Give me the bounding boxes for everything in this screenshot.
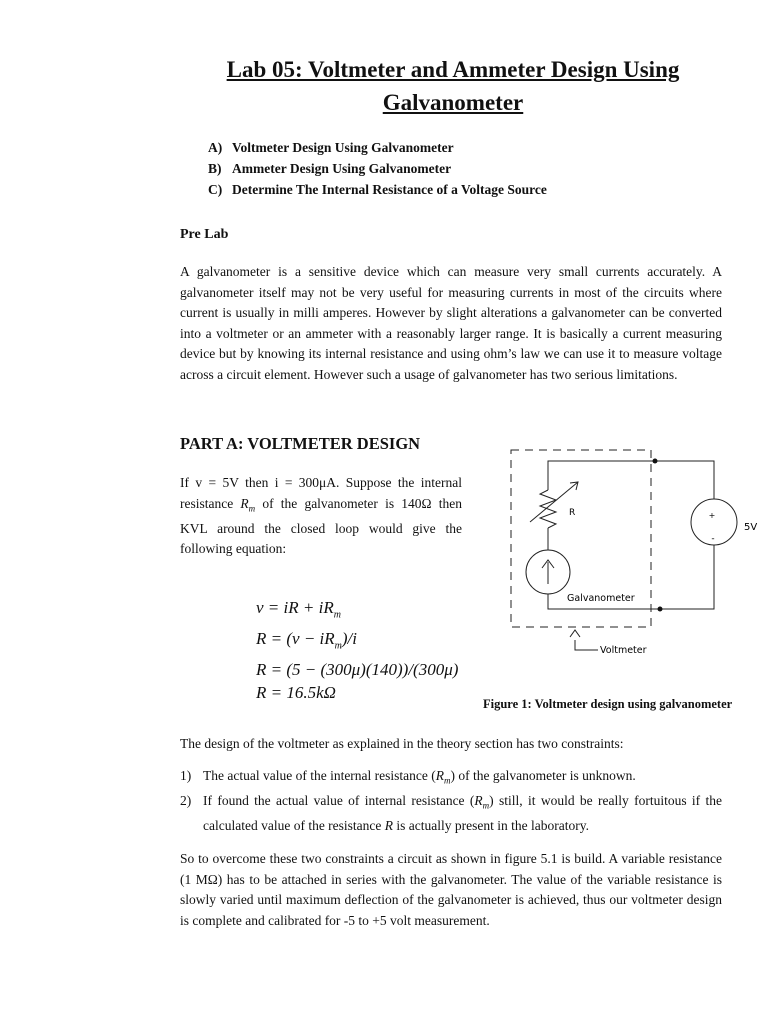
constraints-intro: The design of the voltmeter as explained in the theory section has two constraints: [180,736,624,751]
constraints-list [180,766,722,837]
equation-line: $R = (v - iR_m)/i$ [256,628,357,652]
resistor-symbol [540,490,556,528]
svg-text:-: - [711,534,715,544]
prelab-paragraph: A galvanometer is a sensitive device which can measure very small currents accurately. A galvanometer itself may not be very useful for measuring currents in most of the circuits where current is usually in milli amperes. However by slight alterations a galvanometer can be converted into a voltmeter or an ammeter with a reasonably larger range. It is basically a current measuring device but by knowing its internal resistance and using ohm’s law we can use it to measure voltage across a circuit element. However such a usage of galvanometer has two serious limitations. [180,264,722,382]
galvanometer-label: Galvanometer [567,593,635,604]
figure-caption: Figure 1: Voltmeter design using galvanometer [483,697,733,711]
objective-item: A) Voltmeter Design Using Galvanometer [208,140,454,155]
equation-line: R = 16.5kΩ [256,683,336,703]
part-a-heading: PART A: VOLTMETER DESIGN [180,434,421,453]
svg-text:+: + [708,511,716,520]
voltmeter-pointer [575,640,598,650]
wire [548,461,655,490]
voltmeter-label: Voltmeter [600,645,647,656]
part-a-intro: If v = 5V then i = 300μA. Suppose the internal resistance $R_m$ of the galvanometer is 140Ω then KVL around the closed loop would give the following equation: [180,475,462,557]
closing-paragraph: So to overcome these two constraints a circuit as shown in figure 5.1 is build. A variable resistance (1 MΩ) has to be attached in series with the galvanometer. The value of the variable resistance is slowly varied until maximum deflection of the galvanometer is achieved, thus our voltmeter design is complete and calibrated for -5 to +5 volt measurement. [180,851,722,928]
source-voltage-label: 5V [744,522,758,533]
constraint-item: 2) If found the actual value of internal resistance $(R_m)$ still, it would be really fortuitous if the calculated value of the resistance R is actually present in the laboratory. [180,793,723,834]
page-title: Lab 05: Voltmeter and Ammeter Design Using Galvanometer [226,57,680,115]
objective-item: B) Ammeter Design Using Galvanometer [208,161,452,176]
constraint-item: 1) The actual value of the internal resistance $(R_m)$ of the galvanometer is unknown. [180,768,636,786]
wire [655,461,714,499]
equation-line: R = (5 − (300μ)(140))/(300μ) [256,659,459,679]
equation-line: v = iR + $iR_m$ [256,598,341,621]
prelab-heading: Pre Lab [180,227,229,242]
resistor-label: R [569,508,576,518]
objective-item: C) Determine The Internal Resistance of a Voltage Source [208,182,547,197]
